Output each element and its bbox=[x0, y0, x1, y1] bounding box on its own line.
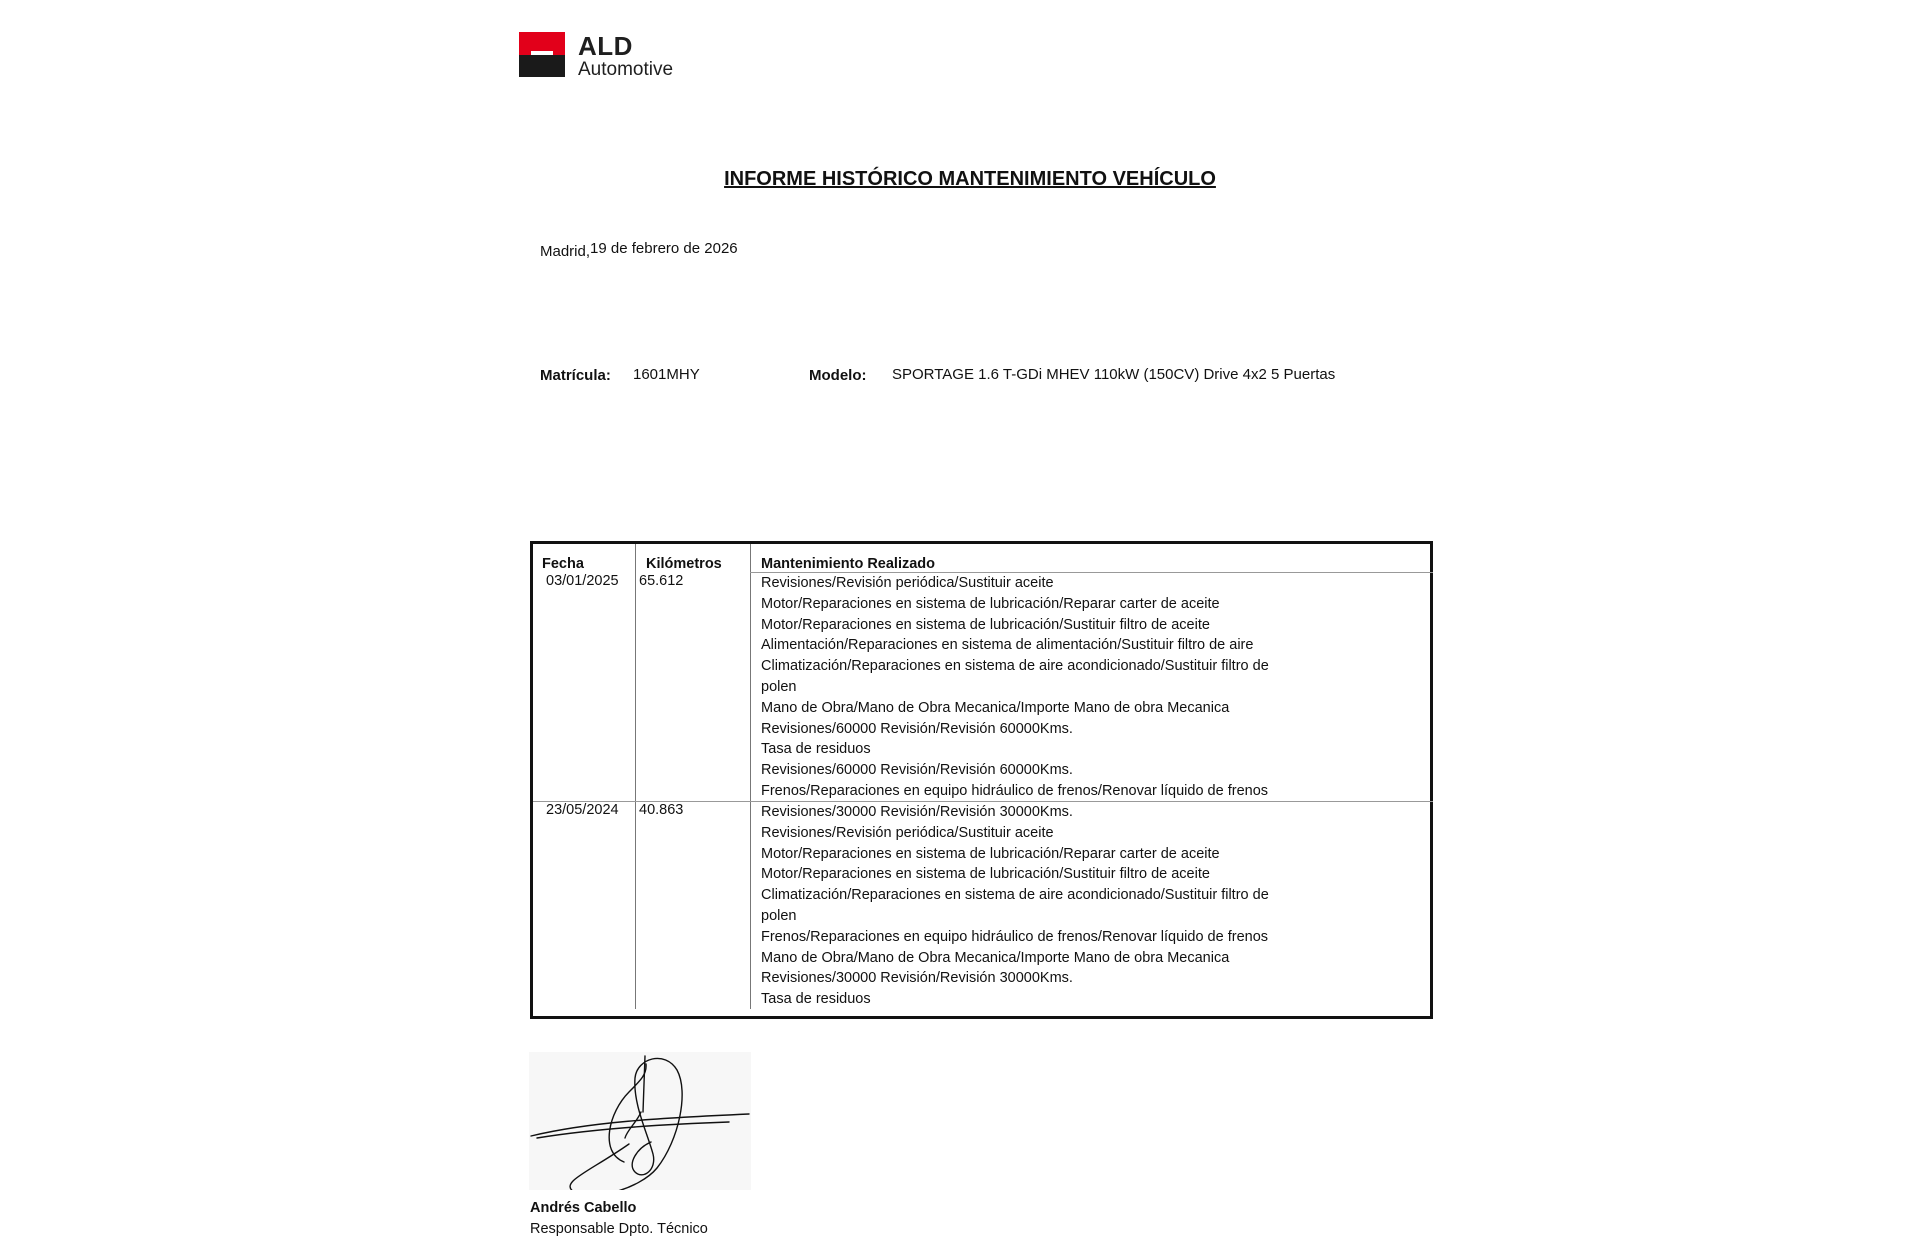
maintenance-item: Motor/Reparaciones en sistema de lubricación/Reparar carter de aceite bbox=[761, 845, 1220, 862]
maintenance-item: Frenos/Reparaciones en equipo hidráulico de frenos/Renovar líquido de frenos bbox=[761, 782, 1269, 799]
plate-value: 1601MHY bbox=[633, 366, 700, 383]
maintenance-table bbox=[530, 541, 1433, 1019]
logo-subname: Automotive bbox=[578, 59, 674, 80]
header-date: Fecha bbox=[542, 556, 584, 572]
signatory-name: Andrés Cabello bbox=[530, 1200, 637, 1216]
maintenance-item: Motor/Reparaciones en sistema de lubricación/Sustituir filtro de aceite bbox=[761, 616, 1210, 633]
column-divider bbox=[750, 544, 751, 1009]
model-label: Modelo: bbox=[809, 367, 867, 384]
maintenance-item: Alimentación/Reparaciones en sistema de alimentación/Sustituir filtro de aire bbox=[761, 637, 1254, 654]
model-value: SPORTAGE 1.6 T-GDi MHEV 110kW (150CV) Drive 4x2 5 Puertas bbox=[892, 366, 1336, 383]
signature-image bbox=[529, 1052, 751, 1190]
header-km: Kilómetros bbox=[646, 556, 722, 572]
maintenance-item: polen bbox=[761, 678, 797, 695]
maintenance-item: Frenos/Reparaciones en equipo hidráulico de frenos/Renovar líquido de frenos bbox=[761, 928, 1269, 945]
maintenance-item: Climatización/Reparaciones en sistema de aire acondicionado/Sustituir filtro de bbox=[761, 658, 1269, 675]
signatory-role: Responsable Dpto. Técnico bbox=[530, 1221, 708, 1237]
row-km: 40.863 bbox=[639, 802, 684, 818]
logo-name: ALD bbox=[578, 31, 633, 61]
logo-mark-icon bbox=[519, 32, 565, 77]
row-maintenance-list bbox=[761, 802, 1269, 1010]
header-maintenance: Mantenimiento Realizado bbox=[761, 556, 936, 572]
maintenance-item: Mano de Obra/Mano de Obra Mecanica/Importe Mano de obra Mecanica bbox=[761, 949, 1230, 966]
company-logo bbox=[519, 32, 691, 80]
date-line bbox=[540, 240, 738, 260]
maintenance-item: polen bbox=[761, 907, 797, 924]
row-date: 03/01/2025 bbox=[546, 573, 619, 589]
maintenance-item: Revisiones/30000 Revisión/Revisión 30000Kms. bbox=[761, 970, 1073, 987]
maintenance-item: Revisiones/60000 Revisión/Revisión 60000Kms. bbox=[761, 762, 1073, 779]
maintenance-item: Climatización/Reparaciones en sistema de aire acondicionado/Sustituir filtro de bbox=[761, 887, 1269, 904]
maintenance-item: Revisiones/30000 Revisión/Revisión 30000Kms. bbox=[761, 804, 1073, 820]
maintenance-item: Revisiones/Revisión periódica/Sustituir aceite bbox=[761, 575, 1054, 591]
plate-label: Matrícula: bbox=[540, 367, 611, 384]
row-date: 23/05/2024 bbox=[546, 802, 619, 818]
maintenance-item: Revisiones/Revisión periódica/Sustituir aceite bbox=[761, 824, 1054, 841]
document-title: INFORME HISTÓRICO MANTENIMIENTO VEHÍCULO bbox=[724, 168, 1216, 190]
maintenance-item: Tasa de residuos bbox=[761, 741, 871, 758]
maintenance-item: Revisiones/60000 Revisión/Revisión 60000Kms. bbox=[761, 720, 1073, 737]
column-divider bbox=[635, 544, 636, 1009]
signature-scribble-icon bbox=[529, 1052, 751, 1190]
maintenance-item: Mano de Obra/Mano de Obra Mecanica/Importe Mano de obra Mecanica bbox=[761, 699, 1230, 716]
row-maintenance-list bbox=[761, 573, 1269, 802]
maintenance-item: Motor/Reparaciones en sistema de lubricación/Reparar carter de aceite bbox=[761, 595, 1220, 612]
city: Madrid, bbox=[540, 243, 591, 260]
maintenance-item: Motor/Reparaciones en sistema de lubricación/Sustituir filtro de aceite bbox=[761, 866, 1210, 883]
row-km: 65.612 bbox=[639, 573, 684, 589]
maintenance-item: Tasa de residuos bbox=[761, 991, 871, 1008]
report-date: 19 de febrero de 2026 bbox=[590, 240, 738, 257]
